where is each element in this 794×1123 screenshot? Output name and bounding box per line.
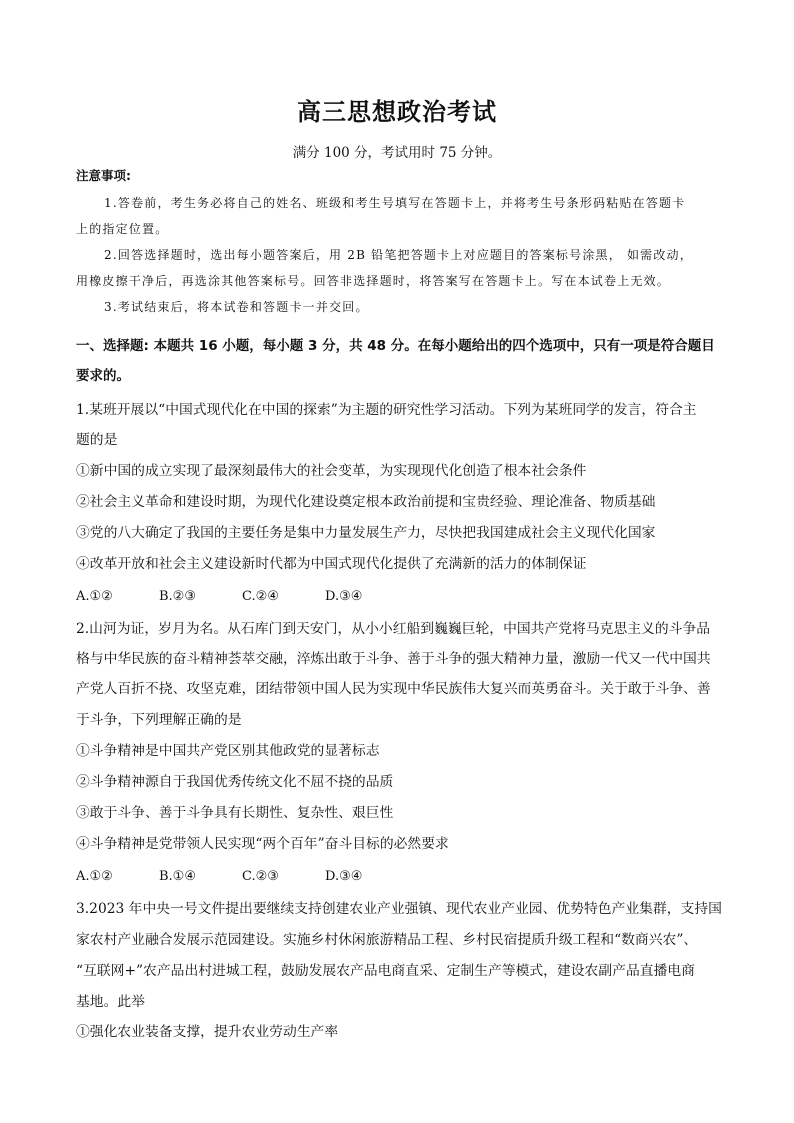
note-line: 2.回答选择题时，选出每小题答案后，用 2B 铅笔把答题卡上对应题目的答案标号涂黑， 如需改动， [104,248,693,262]
question-3-item: ①强化农业装备支撑，提升农业劳动生产率 [76,1024,339,1040]
question-3-stem-cont: 家农村产业融合发展示范园建设。实施乡村休闲旅游精品工程、乡村民宿提质升级工程和“数商兴农”、 [76,932,698,948]
option-c: C.②④ [242,589,279,604]
question-2-item: ④斗争精神是党带领人民实现“两个百年”奋斗目标的必然要求 [76,836,449,852]
question-2-options [76,867,722,887]
option-a: A.①② [76,589,113,604]
note-line: 上的指定位置。 [76,222,169,236]
option-b: B.①④ [159,869,196,884]
question-3-stem-cont: “互联网+”农产品出村进城工程，鼓励发展农产品电商直采、定制生产等模式，建设农副产品直播电商 [76,963,695,979]
section-heading-cont: 要求的。 [76,368,130,384]
question-2-stem: 2.山河为证，岁月为名。从石库门到天安门，从小小红船到巍巍巨轮，中国共产党将马克思主义的斗争品 [76,621,711,637]
section-heading: 一、选择题: 本题共 16 小题，每小题 3 分，共 48 分。在每小题给出的四个选项中，只有一项是符合题目 [76,338,715,354]
note-line: 1.答卷前，考生务必将自己的姓名、班级和考生号填写在答题卡上，并将考生号条形码粘贴在答题卡 [104,196,686,210]
question-2-item: ③敢于斗争、善于斗争具有长期性、复杂性、艰巨性 [76,805,394,821]
option-d: D.③④ [325,869,363,884]
question-2-stem-cont: 产党人百折不挠、攻坚克难，团结带领中国人民为实现中华民族伟大复兴而英勇奋斗。关于敢于斗争、善 [76,681,711,697]
question-1-item: ③党的八大确定了我国的主要任务是集中力量发展生产力，尽快把我国建成社会主义现代化国家 [76,525,656,541]
question-1-item: ②社会主义革命和建设时期，为现代化建设奠定根本政治前提和宝贵经验、理论准备、物质基础 [76,494,656,510]
question-2-stem-cont: 于斗争，下列理解正确的是 [76,712,242,728]
question-3-stem-cont: 基地。此举 [76,994,145,1010]
option-c: C.②③ [242,869,279,884]
exam-info: 满分 100 分，考试用时 75 分钟。 [292,145,502,161]
question-1-item: ④改革开放和社会主义建设新时代都为中国式现代化提供了充满新的活力的体制保证 [76,556,587,572]
notes-heading: 注意事项: [76,168,131,183]
option-d: D.③④ [325,589,363,604]
question-2-stem-cont: 格与中华民族的奋斗精神荟萃交融，淬炼出敢于斗争、善于斗争的强大精神力量，激励一代又一代中国共 [76,651,711,667]
note-line: 3.考试结束后，将本试卷和答题卡一并交回。 [104,300,369,314]
option-a: A.①② [76,869,113,884]
question-1-stem-cont: 题的是 [76,432,118,448]
option-b: B.②③ [159,589,196,604]
question-2-item: ①斗争精神是中国共产党区别其他政党的显著标志 [76,743,380,759]
note-line: 用橡皮擦干净后，再选涂其他答案标号。回答非选择题时，将答案写在答题卡上。写在本试卷上无效。 [76,274,671,288]
question-1-stem: 1.某班开展以“中国式现代化在中国的探索”为主题的研究性学习活动。下列为某班同学的发言，符合主 [76,402,697,418]
question-2-item: ②斗争精神源自于我国优秀传统文化不屈不挠的品质 [76,774,394,790]
page-title: 高三思想政治考试 [297,98,497,126]
question-1-item: ①新中国的成立实现了最深刻最伟大的社会变革，为实现现代化创造了根本社会条件 [76,463,587,479]
question-1-options [76,587,722,607]
question-3-stem: 3.2023 年中央一号文件提出要继续支持创建农业产业强镇、现代农业产业园、优势特色产业集群，支持国 [76,901,722,917]
